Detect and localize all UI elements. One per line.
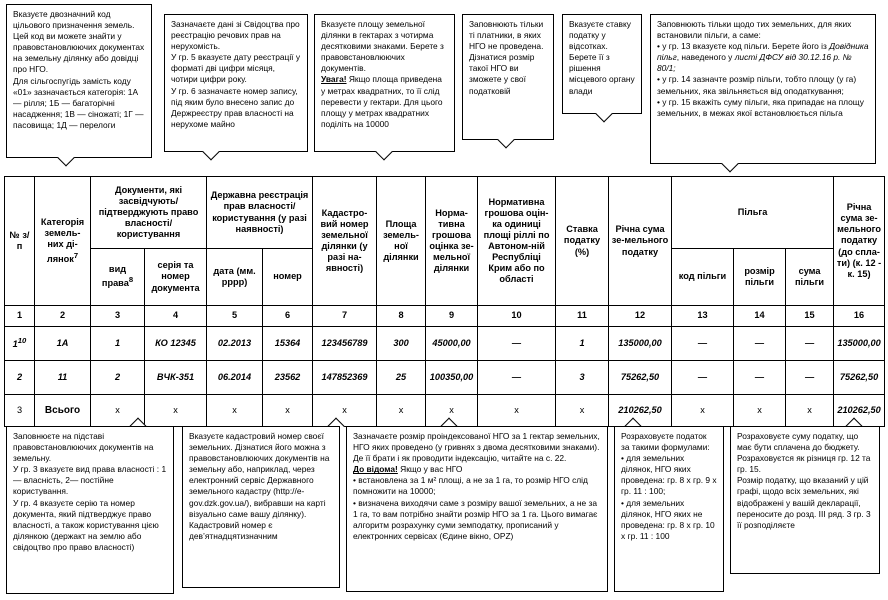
- column-number: 15: [786, 306, 834, 327]
- header-documents: Документи, які засвідчують/ підтверджують право власності/ користування: [91, 177, 207, 249]
- column-number: 13: [672, 306, 734, 327]
- callout-text: Розраховуєте суму податку, що має бути сплачена до бюджету. Розраховуєтся як різниця гр. 12 та гр. 15.: [737, 431, 871, 475]
- callout-text: Вказуєте площу земельної ділянки в гектарах з чотирма десятковими знаками. Берете з правовстановлюючих документів.: [321, 19, 444, 74]
- callout-bullet: • визначена виходячи саме з розміру вашої земельних, а не за 1 га, то вам потрібно знайти розмір НГО за 1 га. Цього вимагає алгоритм розрахунку суми земподатку, прописаний у електронних сервісах (Єдине вікно, OPZ): [353, 497, 598, 541]
- column-number: 2: [35, 306, 91, 327]
- cell-ngo: 100350,00: [426, 361, 478, 395]
- column-number: 3: [91, 306, 145, 327]
- callout-ngo-indexation: [346, 426, 608, 592]
- cell-x: х: [556, 395, 609, 427]
- callout-text: , наведеного у: [676, 52, 735, 63]
- cell-benefit-code: —: [672, 361, 734, 395]
- callout-text: У гр. 5 вказуєте дату реєстрації у форматі дві цифри місяця, чотири цифри року.: [171, 52, 301, 85]
- header-benefit-size: розмір пільги: [734, 249, 786, 306]
- header-sup: 8: [128, 275, 134, 285]
- cell-ngo-unit: —: [478, 327, 556, 361]
- callout-bullet: • у гр. 14 зазначте розмір пільги, тобто площу (у га) земельних, яка звільняється від оподаткування;: [657, 74, 857, 96]
- cell-doc-number: ВЧК-351: [145, 361, 207, 395]
- cell-x: х: [91, 395, 145, 427]
- cell-x: х: [263, 395, 313, 427]
- row-number: 3: [5, 395, 35, 427]
- header-sup: 7: [73, 250, 79, 260]
- cell-x: х: [478, 395, 556, 427]
- header-ngo: Норма-тивна грошова оцінка зе-мельної ділянки: [426, 177, 478, 306]
- callout-text: У гр. 6 зазначаєте номер запису, під яким було внесено запис до Держреєстру прав власності на нерухоме майно: [171, 85, 298, 129]
- row-number: 2: [5, 361, 35, 395]
- callout-benefits: [650, 14, 876, 164]
- cell-x: х: [672, 395, 734, 427]
- cell-right-type: 1: [91, 327, 145, 361]
- row-sup: 10: [17, 336, 27, 346]
- callout-text: Зазначаєте дані зі Свідоцтва про реєстрацію речових прав на нерухомість.: [171, 19, 300, 52]
- callout-text: Заповнюють тільки ті платники, в яких НГО не проведена. Дізнатися розмір такої НГО ви зможете у свої податковій: [469, 19, 544, 96]
- header-registration: Державна реєстрація прав власності/ користування (у разі наявності): [207, 177, 313, 249]
- callout-area: [314, 14, 455, 152]
- callout-text: [353, 464, 601, 475]
- cell-annual-tax: 135000,00: [609, 327, 672, 361]
- callout-tax-to-pay: [730, 426, 880, 574]
- land-tax-table: [4, 176, 885, 427]
- cell-benefit-sum: —: [786, 327, 834, 361]
- cell-rate: 3: [556, 361, 609, 395]
- cell-ngo-unit: —: [478, 361, 556, 395]
- header-text: вид права: [101, 264, 129, 289]
- cell-benefit-size: —: [734, 327, 786, 361]
- callout-text: Заповнюють тільки щодо тих земельних, для яких встановили пільги, а саме:: [657, 19, 852, 41]
- callout-text: встановлена за 1 м² площі, а не за 1 га, то розмір НГО слід помножити на 10000;: [353, 475, 588, 497]
- cell-date: 06.2014: [207, 361, 263, 395]
- cell-rate: 1: [556, 327, 609, 361]
- cell-category: 11: [35, 361, 91, 395]
- callout-text: Якщо площа приведена у метрах квадратних, то її слід перевести у гектари. Для цього площу у метрах квадратних поділіть на 10000: [321, 74, 443, 129]
- column-number: 12: [609, 306, 672, 327]
- header-right-type: [91, 249, 145, 306]
- column-number: 10: [478, 306, 556, 327]
- cell-x: х: [377, 395, 426, 427]
- callout-text: Вказуєте кадастровий номер своєї земельних. Дізнатися його можна з правовстановлюючих документів на земельну або, наприклад, через електронний сервіс Державного земельного кадастру (http://e-gov.dzk.gov.ua/), вибравши на карті візуально саме вашу ділянку). Кадастровий номер є дев’ятнадцятизначним: [189, 431, 330, 541]
- header-number: № з/п: [5, 177, 35, 306]
- cell-tax-to-pay: 75262,50: [834, 361, 885, 395]
- cell-category: 1А: [35, 327, 91, 361]
- cell-x: х: [734, 395, 786, 427]
- column-number: 5: [207, 306, 263, 327]
- column-number: 6: [263, 306, 313, 327]
- cell-text: 1: [12, 339, 18, 350]
- header-benefit-code: код пільги: [672, 249, 734, 306]
- cell-doc-number: КО 12345: [145, 327, 207, 361]
- cell-ngo: 45000,00: [426, 327, 478, 361]
- cell-x: х: [207, 395, 263, 427]
- cell-x: х: [426, 395, 478, 427]
- callout-registration: [164, 14, 308, 152]
- callout-text: У гр. 4 вказуєте серію та номер документа, який підтверджує право власності, а також користування цією ділянкою (держакт на землю або свідоцтво про право власності): [13, 497, 159, 552]
- attention-label: До відома!: [353, 464, 398, 475]
- header-date: дата (мм. рррр): [207, 249, 263, 306]
- header-benefit: Пільга: [672, 177, 834, 249]
- callout-text: визначена виходячи саме з розміру вашої земельних, а не за 1 га, то вам потрібно знайти розмір НГО за 1 га. Цього вимагає алгоритм розрахунку суми земподатку, прописаний у електронних сервісах (Єдине вікно, OPZ): [353, 497, 598, 541]
- cell-cadastral: 123456789: [313, 327, 377, 361]
- header-record-number: номер: [263, 249, 313, 306]
- callout-text: Якщо у вас НГО: [397, 464, 463, 475]
- header-tax-to-pay: Річна сума зе-мельного податку (до спла-ти) (к. 12 - к. 15): [834, 177, 885, 306]
- cell-record-number: 23562: [263, 361, 313, 395]
- callout-text: у гр. 14 зазначте розмір пільги, тобто площу (у га) земельних, яка звільняється від оподаткування;: [657, 74, 857, 96]
- callout-text: листі ДФСУ від 30.12.16 р. № 80/1;: [657, 52, 852, 74]
- header-category: [35, 177, 91, 306]
- column-number: 11: [556, 306, 609, 327]
- header-rate: Ставка податку (%): [556, 177, 609, 306]
- header-annual-tax: Річна сума зе-мельного податку: [609, 177, 672, 306]
- total-annual-tax: 210262,50: [609, 395, 672, 427]
- column-number: 4: [145, 306, 207, 327]
- column-number: 9: [426, 306, 478, 327]
- callout-category-code: [6, 4, 152, 158]
- callout-text: Довідника пільг: [657, 41, 869, 63]
- header-text: Категорія земель-них ді-лянок: [40, 217, 85, 264]
- callout-tax-formula: [614, 426, 724, 592]
- table-row: [5, 361, 885, 395]
- callout-text: для земельних ділянок, НГО яких проведена: гр. 8 х гр. 9 х гр. 11 : 100;: [621, 453, 717, 497]
- header-cadastral: Кадастро-вий номер земельної ділянки (у разі на-явності): [313, 177, 377, 306]
- callout-text: у гр. 15 вкажіть суму пільги, яка припадає на площу земельних, в межах якої встановлюється пільга: [657, 96, 864, 118]
- callout-text: у гр. 13 вказуєте код пільги. Берете його із: [662, 41, 830, 52]
- cell-benefit-code: —: [672, 327, 734, 361]
- cell-tax-to-pay: 135000,00: [834, 327, 885, 361]
- callout-bullet: • для земельних ділянок, НГО яких проведена: гр. 8 х гр. 9 х гр. 11 : 100;: [621, 453, 717, 497]
- column-number: 16: [834, 306, 885, 327]
- row-number: [5, 327, 35, 361]
- cell-area: 25: [377, 361, 426, 395]
- callout-text: для земельних ділянок, НГО яких не проведена: гр. 8 х гр. 10 х гр. 11 : 100: [621, 497, 715, 541]
- cell-date: 02.2013: [207, 327, 263, 361]
- column-number: 1: [5, 306, 35, 327]
- column-number: 14: [734, 306, 786, 327]
- column-number: 8: [377, 306, 426, 327]
- callout-text: Заповнюєте на підставі правовстановлюючих документів на земельну.: [13, 431, 154, 464]
- callout-text: У гр. 3 вказуєте вид права власності : 1 — власність, 2— постійне користування.: [13, 464, 167, 497]
- cell-x: х: [313, 395, 377, 427]
- callout-ownership: [6, 426, 174, 594]
- cell-area: 300: [377, 327, 426, 361]
- column-number-row: [5, 306, 885, 327]
- callout-text: Розраховуєте податок за такими формулами:: [621, 431, 710, 453]
- callout-bullet: • у гр. 15 вкажіть суму пільги, яка припадає на площу земельних, в межах якої встановлюється пільга: [657, 96, 864, 118]
- attention-label: Увага!: [321, 74, 347, 85]
- callout-bullet: • для земельних ділянок, НГО яких не проведена: гр. 8 х гр. 10 х гр. 11 : 100: [621, 497, 715, 541]
- header-ngo-unit: Нормативна грошова оцін-ка одиниці площі ріллі по Автоном-ній Республіці Крим або по області: [478, 177, 556, 306]
- header-benefit-sum: сума пільги: [786, 249, 834, 306]
- callout-text: Розмір податку, що вказаний у цій графі, щодо всіх земельних, які відображені у вашій декларації, переносите до розд. III ряд. 3 гр. 3 її розподіляєте: [737, 475, 871, 530]
- cell-right-type: 2: [91, 361, 145, 395]
- callout-no-ngo: [462, 14, 554, 140]
- column-number: 7: [313, 306, 377, 327]
- callout-text: Вказуєте ставку податку у відсотках. Берете її з рішення місцевого органу влади: [569, 19, 635, 96]
- cell-x: х: [145, 395, 207, 427]
- cell-benefit-sum: —: [786, 361, 834, 395]
- table-row: [5, 327, 885, 361]
- callout-bullet: • у гр. 13 вказуєте код пільги. Берете його із Довідника пільг, наведеного у листі ДФСУ від 30.12.16 р. № 80/1;: [657, 41, 869, 74]
- callout-cadastral: [182, 426, 340, 588]
- callout-text: [321, 74, 448, 129]
- header-area: Площа земель-ної ділянки: [377, 177, 426, 306]
- callout-bullet: • встановлена за 1 м² площі, а не за 1 га, то розмір НГО слід помножити на 10000;: [353, 475, 588, 497]
- callout-tax-rate: [562, 14, 642, 114]
- cell-cadastral: 147852369: [313, 361, 377, 395]
- cell-benefit-size: —: [734, 361, 786, 395]
- callout-text: Вказуєте двозначний код цільового призначення земель. Цей код ви можете знайти у правовстановлюючих документах на земельну ділянку або довідці про НГО.: [13, 9, 145, 75]
- cell-x: х: [786, 395, 834, 427]
- callout-text: Для сільгоспугідь замість коду «01» зазначається категорія: 1А — рілля; 1Б — багаторічні насадження; 1В — сіножаті; 1Г — пасовища; 1Д — перелоги: [13, 75, 144, 130]
- cell-record-number: 15364: [263, 327, 313, 361]
- cell-annual-tax: 75262,50: [609, 361, 672, 395]
- callout-text: Зазначаєте розмір проіндексованої НГО за 1 гектар земельних, НГО яких проведено (у гривнях з двома десятковими знаками). Де її брати і як проводити індексацію, читайте на с. 22.: [353, 431, 600, 464]
- header-doc-number: серія та номер документа: [145, 249, 207, 306]
- total-label: Всього: [35, 395, 91, 427]
- total-tax-to-pay: 210262,50: [834, 395, 885, 427]
